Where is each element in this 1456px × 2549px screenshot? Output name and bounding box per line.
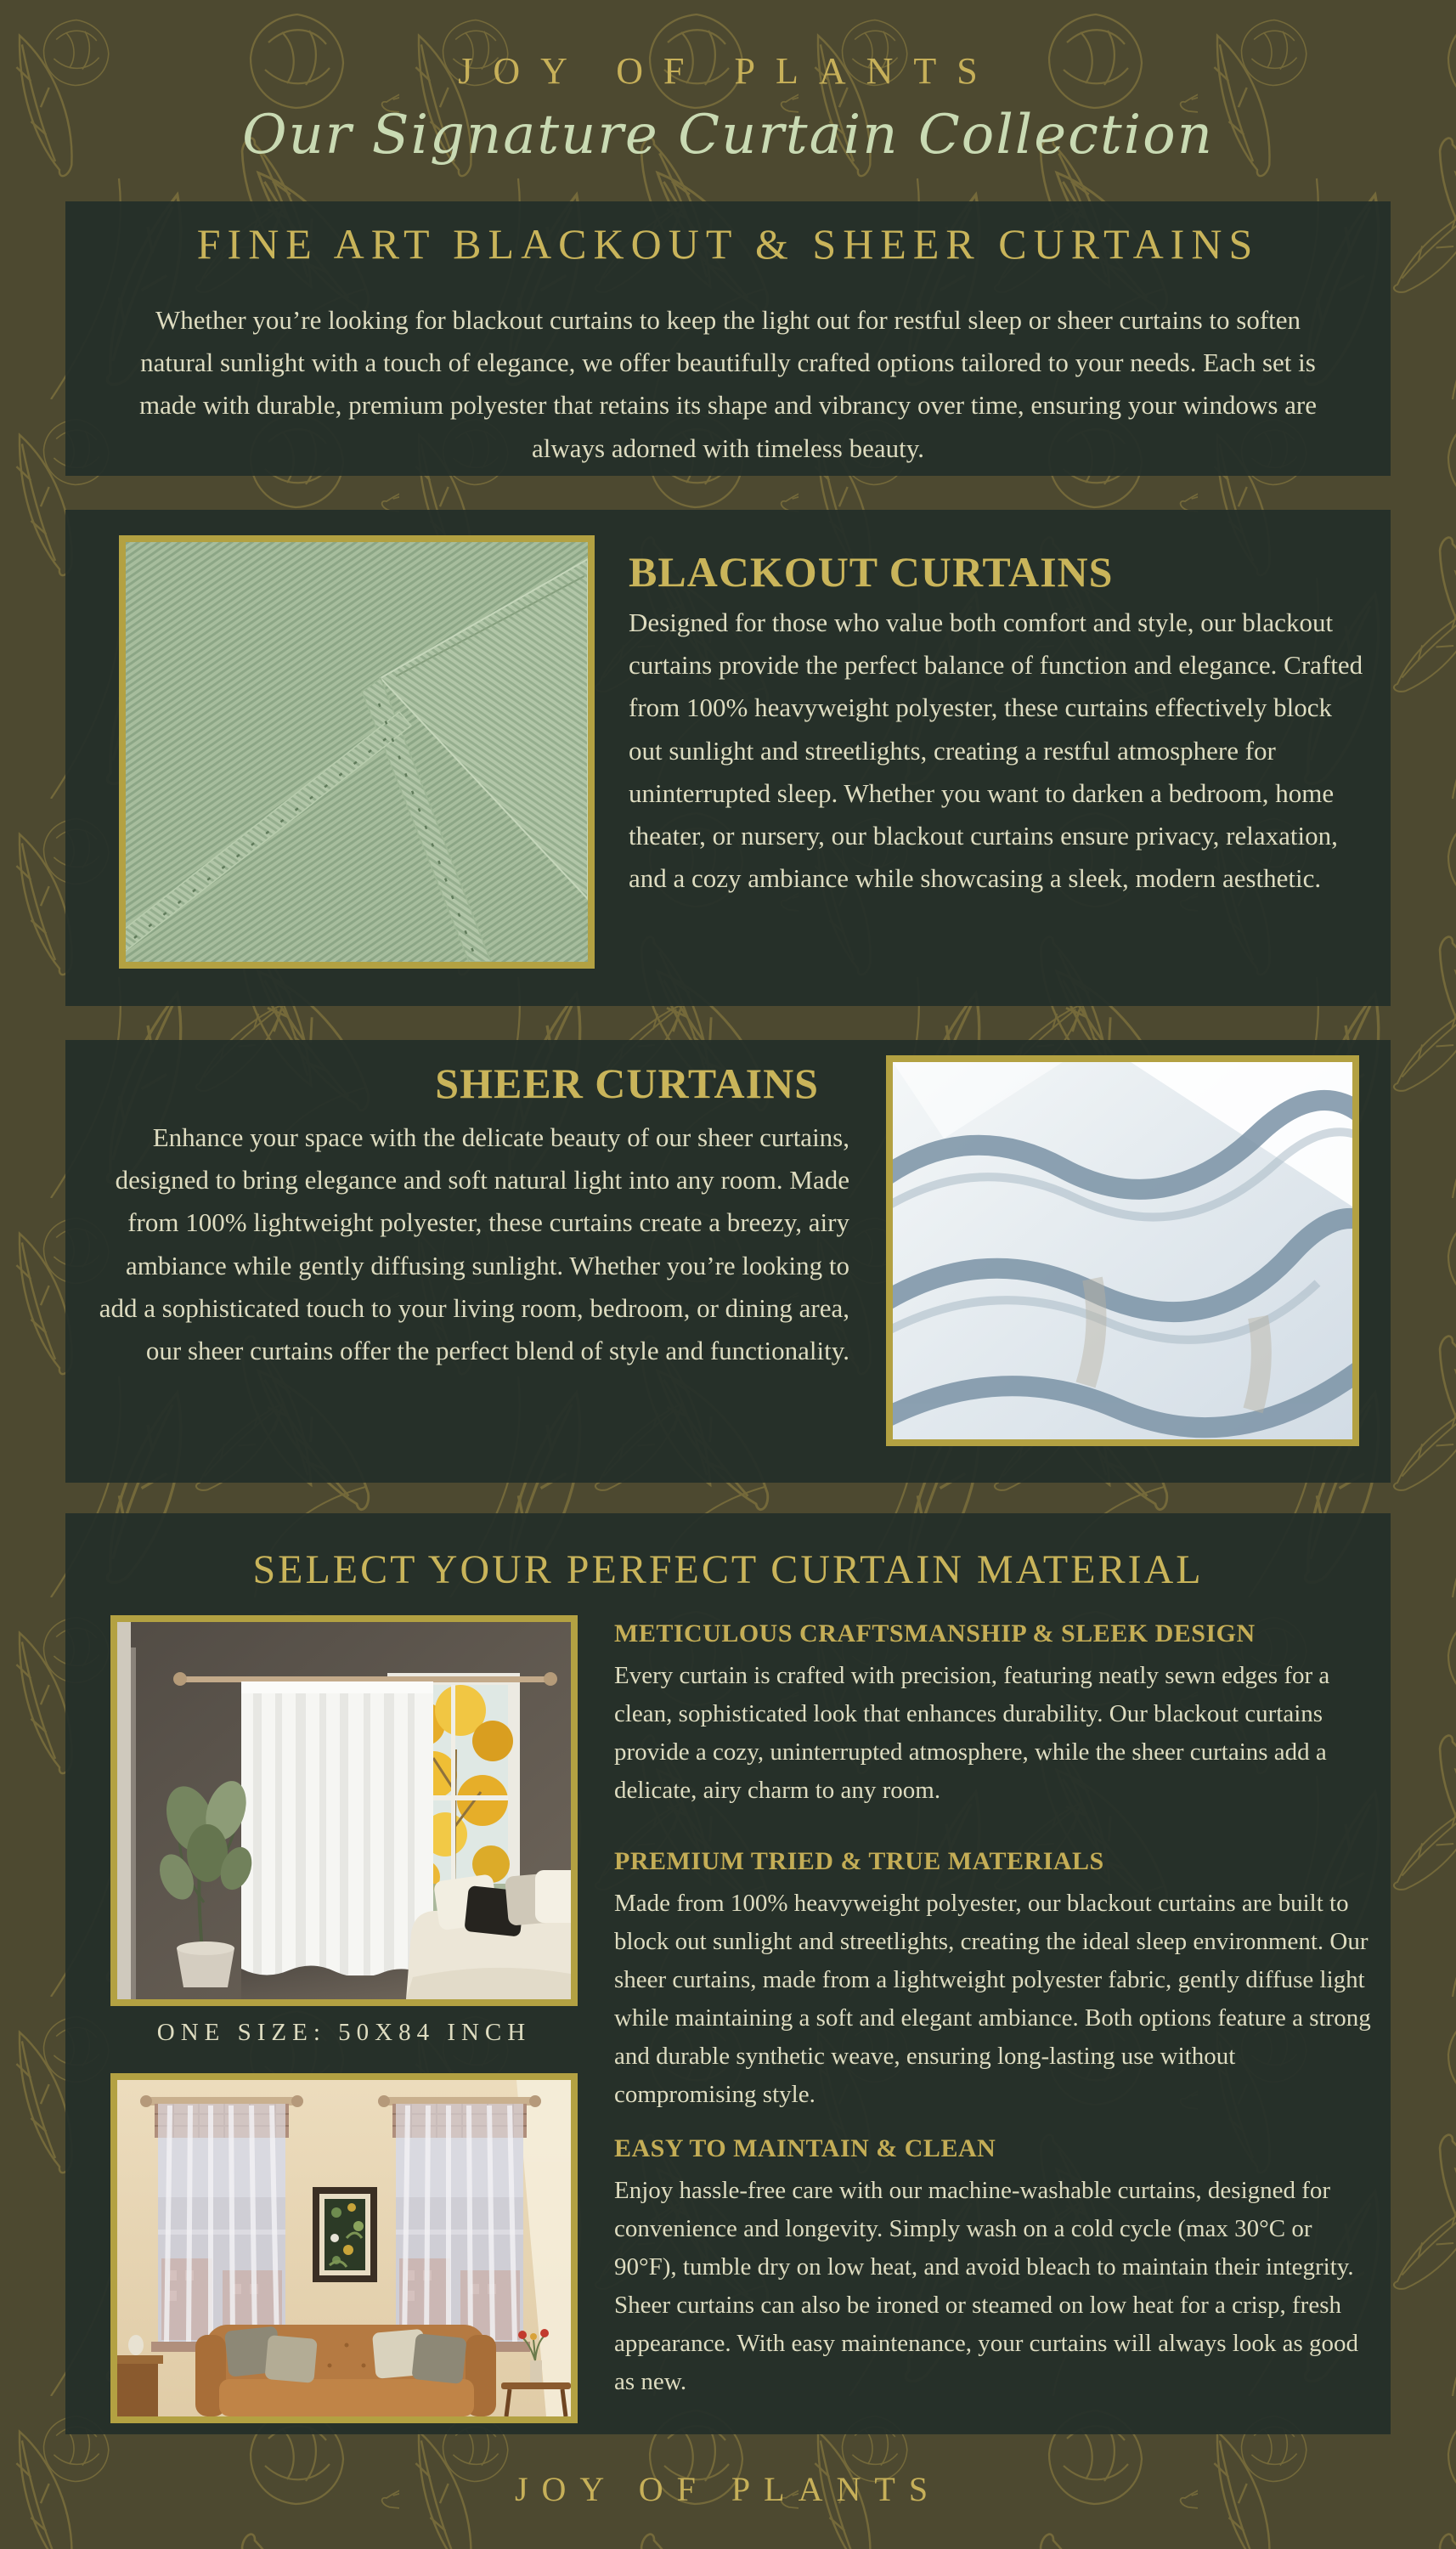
intro-heading: FINE ART BLACKOUT & SHEER CURTAINS — [196, 220, 1260, 268]
sheer-paragraph: Enhance your space with the delicate beauty of our sheer curtains, designed to bring elegance and soft natural light into any room. Made from 100% lightweight polyester, these curtains create a breezy, airy ambiance while gently diffusing sunlight. Whether you’re looking to add a sophisticated touch to your living room, bedroom, or dining area, our sheer curtains offer the perfect blend of style and functionality. — [99, 1122, 849, 1366]
feature-maintain-title: EASY TO MAINTAIN & CLEAN — [614, 2134, 996, 2162]
feature-maintain-body: Enjoy hassle-free care with our machine-washable curtains, designed for convenience and longevity. Simply wash on a cold cycle (max 30°C or 90°F), tumble dry on low heat, and avoid bleach to maintain their integrity. Sheer curtains can also be ironed or steamed on low heat for a crisp, fresh appearance. With easy maintenance, your curtains will always look as good as new. — [614, 2177, 1359, 2395]
size-label: ONE SIZE: 50X84 INCH — [156, 2019, 532, 2046]
blackout-fabric-photo — [119, 535, 595, 969]
white-curtain-room-photo — [110, 1615, 578, 2006]
collection-subtitle: Our Signature Curtain Collection — [242, 104, 1214, 167]
sheer-heading: SHEER CURTAINS — [435, 1060, 819, 1107]
feature-craftsmanship-title: METICULOUS CRAFTSMANSHIP & SLEEK DESIGN — [614, 1619, 1256, 1648]
sheer-room-photo — [110, 2073, 578, 2423]
feature-materials-body: Made from 100% heavyweight polyester, our blackout curtains are built to block out sunlight and streetlights, creating the ideal sleep environment. Our sheer curtains, made from a lightweight polyester fabric, gently diffuse light while maintaining a soft and elegant ambiance. Both options feature a strong and durable synthetic weave, ensuring long-lasting use without compromising style. — [614, 1890, 1371, 2108]
blackout-heading: BLACKOUT CURTAINS — [629, 548, 1114, 596]
blackout-paragraph: Designed for those who value both comfort and style, our blackout curtains provide the perfect balance of function and elegance. Crafted from 100% heavyweight polyester, these curtains effectively block out sunlight and streetlights, creating a restful atmosphere for uninterrupted sleep. Whether you want to darken a bedroom, home theater, or nursery, our blackout curtains ensure privacy, relaxation, and a cozy ambiance while showcasing a sleek, modern aesthetic. — [629, 608, 1363, 894]
brand-logo-bottom: JOY OF PLANTS — [514, 2470, 942, 2508]
materials-heading: SELECT YOUR PERFECT CURTAIN MATERIAL — [252, 1547, 1204, 1592]
sheer-room-illustration — [117, 2080, 571, 2416]
intro-paragraph: Whether you’re looking for blackout curtains to keep the light out for restful sleep or sheer curtains to soften natural sunlight with a touch of elegance, we offer beautifully crafted options tailored to your needs. Each set is made with durable, premium polyester that retains its shape and vibrancy over time, ensuring your windows are always adorned with timeless beauty. — [138, 305, 1317, 463]
blackout-fabric-illustration — [126, 542, 588, 962]
brand-logo-top: JOY OF PLANTS — [458, 50, 998, 92]
sheer-fabric-photo — [886, 1055, 1359, 1446]
feature-materials-title: PREMIUM TRIED & TRUE MATERIALS — [614, 1847, 1104, 1875]
feature-craftsmanship-body: Every curtain is crafted with precision, featuring neatly sewn edges for a clean, sophisticated look that enhances durability. Our blackout curtains provide a cozy, uninterrupted atmosphere, while the sheer curtains add a delicate, airy charm to any room. — [614, 1662, 1330, 1804]
white-curtain-room-illustration — [117, 1622, 571, 1999]
sheer-fabric-illustration — [893, 1062, 1352, 1439]
